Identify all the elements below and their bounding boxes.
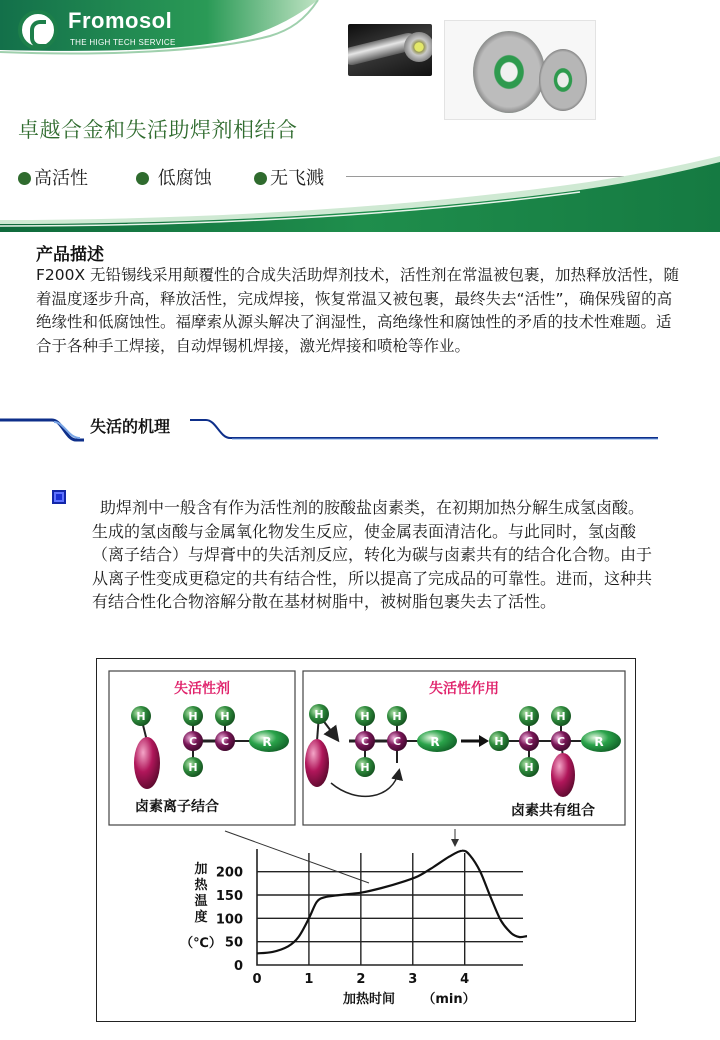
- feature-high-activity: 高活性: [18, 164, 88, 190]
- mechanism-paragraph-1: 助焊剂中一般含有作为活性剂的胺酸盐卤素类，在初期加热分解生成氢卤酸。: [100, 498, 645, 517]
- svg-text:H: H: [188, 761, 198, 774]
- svg-text:H: H: [524, 761, 534, 774]
- svg-text:C: C: [524, 735, 534, 748]
- y-tick-label: 150: [215, 889, 243, 904]
- right-panel-title: 失活性作用: [429, 681, 499, 697]
- left-panel-title: 失活性剂: [174, 681, 230, 697]
- section-title: 失活的机理: [90, 417, 171, 436]
- y-tick-label: 200: [215, 865, 243, 881]
- svg-text:H: H: [220, 710, 230, 723]
- svg-text:C: C: [220, 735, 230, 748]
- description-body: F200X 无铅锡线采用颠覆性的合成失活助焊剂技术，活性剂在常温被包裹，加热释放活性，随着温度逐步升高，释放活性，完成焊接，恢复常温又被包裹，最终失去“活性”，确保残留的高绝缘性和低腐蚀性。福摩索从源头解决了润湿性，高绝缘性和腐蚀性的矛盾的技术性难题。适合于各种手工焊接，自动焊锡机焊接，激光焊接和喷枪等作业。: [36, 266, 680, 355]
- y-tick-label: 50: [224, 935, 243, 951]
- chart-x-label: 加热时间: [342, 992, 396, 1007]
- solder-wire-closeup-photo: [348, 24, 432, 76]
- svg-text:H: H: [392, 710, 402, 723]
- x-tick-label: 3: [408, 972, 418, 987]
- peak-arrow-icon: [451, 829, 459, 847]
- mechanism-text: [92, 496, 652, 614]
- feature-low-corrosion: 低腐蚀: [136, 164, 212, 190]
- halogen-ion-icon: [305, 739, 329, 787]
- mechanism-paragraph-2: 生成的氢卤酸与金属氧化物发生反应，使金属表面清洁化。与此同时，氢卤酸（离子结合）与焊膏中的失活剂反应，转化为碳与卤素共有的结合化合物。由于从离子性变成更稳定的共有结合性，所以提高了完成品的可靠性。进而，这种共有结合性化合物溶解分散在基材树脂中，被树脂包裹失去了活性。: [92, 521, 653, 611]
- right-panel-caption: 卤素共有组合: [511, 803, 595, 819]
- svg-text:H: H: [360, 761, 370, 774]
- y-tick-label: 100: [215, 912, 243, 928]
- brand-tagline: THE HIGH TECH SERVICE: [70, 38, 176, 47]
- x-tick-label: 1: [304, 972, 314, 987]
- chart-y-label: 加热温度: [194, 862, 208, 925]
- svg-text:C: C: [360, 735, 370, 748]
- solder-spool-photo: [444, 20, 596, 120]
- left-panel-caption: 卤素离子结合: [135, 799, 219, 815]
- brand-logo[interactable]: [12, 8, 312, 52]
- description-title: 产品描述: [36, 245, 104, 265]
- svg-text:H: H: [360, 710, 370, 723]
- halogen-ion-icon: [134, 737, 160, 789]
- svg-text:H: H: [188, 710, 198, 723]
- halogen-covalent-icon: [551, 753, 575, 797]
- svg-text:C: C: [392, 735, 402, 748]
- x-tick-label: 0: [252, 972, 262, 987]
- svg-text:H: H: [524, 710, 534, 723]
- chart-grid: [257, 849, 523, 965]
- header-banner-wave: [0, 150, 720, 232]
- chart-x-ticks: [252, 972, 469, 987]
- logo-icon: [18, 10, 58, 50]
- svg-text:R: R: [430, 735, 440, 749]
- temperature-curve: [257, 851, 527, 954]
- chart-x-unit: （min）: [422, 992, 476, 1007]
- temperature-chart: [180, 829, 527, 1007]
- feature-no-spatter: 无飞溅: [254, 164, 324, 190]
- svg-text:H: H: [556, 710, 566, 723]
- svg-text:H: H: [136, 710, 146, 723]
- svg-text:C: C: [188, 735, 198, 748]
- svg-text:H: H: [494, 735, 504, 748]
- pointer-line: [225, 831, 369, 883]
- svg-text:C: C: [556, 735, 566, 748]
- svg-text:R: R: [594, 735, 604, 749]
- chart-y-unit: （℃）: [180, 936, 222, 951]
- x-tick-label: 4: [460, 972, 470, 987]
- mechanism-diagram: [96, 658, 636, 1022]
- x-tick-label: 2: [356, 972, 366, 987]
- svg-text:R: R: [262, 735, 272, 749]
- y-tick-label: 0: [233, 959, 243, 974]
- square-bullet-icon: [52, 490, 66, 504]
- chart-axes: [257, 849, 523, 965]
- chart-y-ticks: [216, 866, 243, 974]
- svg-text:H: H: [314, 708, 324, 721]
- brand-name: Fromosol: [68, 8, 173, 33]
- page-headline: 卓越合金和失活助焊剂相结合: [18, 118, 298, 142]
